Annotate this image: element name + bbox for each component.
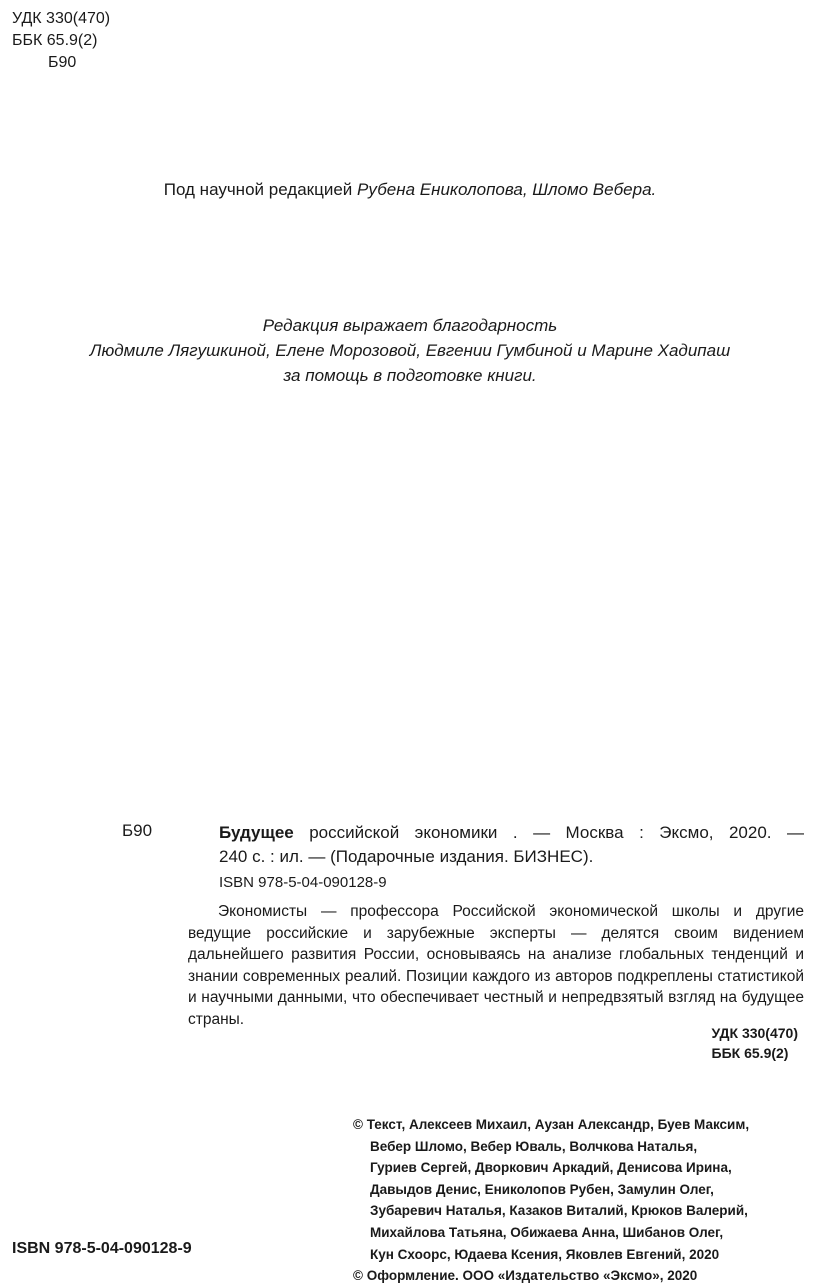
bottom-classification-codes <box>712 1023 798 1063</box>
copyright-line: Зубаревич Наталья, Казаков Виталий, Крюков Валерий, <box>370 1203 748 1219</box>
editor-names: Рубена Ениколопова, Шломо Вебера. <box>357 180 657 199</box>
acknowledgement-line: за помощь в подготовке книги. <box>283 366 537 385</box>
isbn-bottom: ISBN 978-5-04-090128-9 <box>12 1240 192 1257</box>
copyright-line: Михайлова Татьяна, Обижаева Анна, Шибанов Олег, <box>370 1224 724 1240</box>
copyright-line: Гуриев Сергей, Дворкович Аркадий, Денисова Ирина, <box>370 1160 732 1176</box>
biblio-line-1-rest: российской экономики . — Москва : Эксмо, 2020. — <box>293 823 804 842</box>
author-mark: Б90 <box>122 821 153 840</box>
biblio-line-1 <box>219 821 804 845</box>
editor-prefix: Под научной редакцией <box>163 180 358 199</box>
copyright-line: Кун Схоорс, Юдаева Ксения, Яковлев Евгений, 2020 <box>370 1246 720 1262</box>
acknowledgement-line: Редакция выражает благодарность <box>262 316 558 335</box>
copyright-block <box>353 1114 813 1287</box>
bibliographic-record <box>219 821 804 869</box>
bbk-code: ББК 65.9(2) <box>12 32 98 49</box>
acknowledgement <box>0 313 820 388</box>
biblio-line-2: 240 с. : ил. — (Подарочные издания. БИЗНЕС). <box>219 847 594 866</box>
top-classification-codes <box>12 8 110 74</box>
copyright-line: © Оформление. ООО «Издательство «Эксмо», 2020 <box>353 1268 698 1284</box>
copyright-line: © Текст, Алексеев Михаил, Аузан Александр, Буев Максим, <box>353 1117 750 1132</box>
abstract-paragraph: Экономисты — профессора Российской экономической школы и другие ведущие российские и зарубежные эксперты — делятся своим видением дальнейшего развития России, основываясь на анализе глобальных тенденций и знании современных реалий. Позиции каждого из авторов подкреплены статистикой и научными данными, что обеспечивает честный и непредвзятый взгляд на будущее страны. <box>188 903 804 1028</box>
isbn-record: ISBN 978-5-04-090128-9 <box>219 874 387 891</box>
author-mark-top: Б90 <box>48 54 77 71</box>
bbk-code-bottom: ББК 65.9(2) <box>711 1045 789 1061</box>
copyright-line: Вебер Шломо, Вебер Юваль, Волчкова Наталья, <box>370 1138 698 1154</box>
book-title: Будущее <box>219 823 294 842</box>
acknowledgement-line: Людмиле Лягушкиной, Елене Морозовой, Евгении Гумбиной и Марине Хадипаш <box>89 341 731 360</box>
copyright-line: Давыдов Денис, Ениколопов Рубен, Замулин Олег, <box>370 1181 714 1197</box>
udk-code: УДК 330(470) <box>12 10 111 27</box>
udk-code-bottom: УДК 330(470) <box>711 1025 798 1041</box>
editor-note <box>0 178 820 202</box>
